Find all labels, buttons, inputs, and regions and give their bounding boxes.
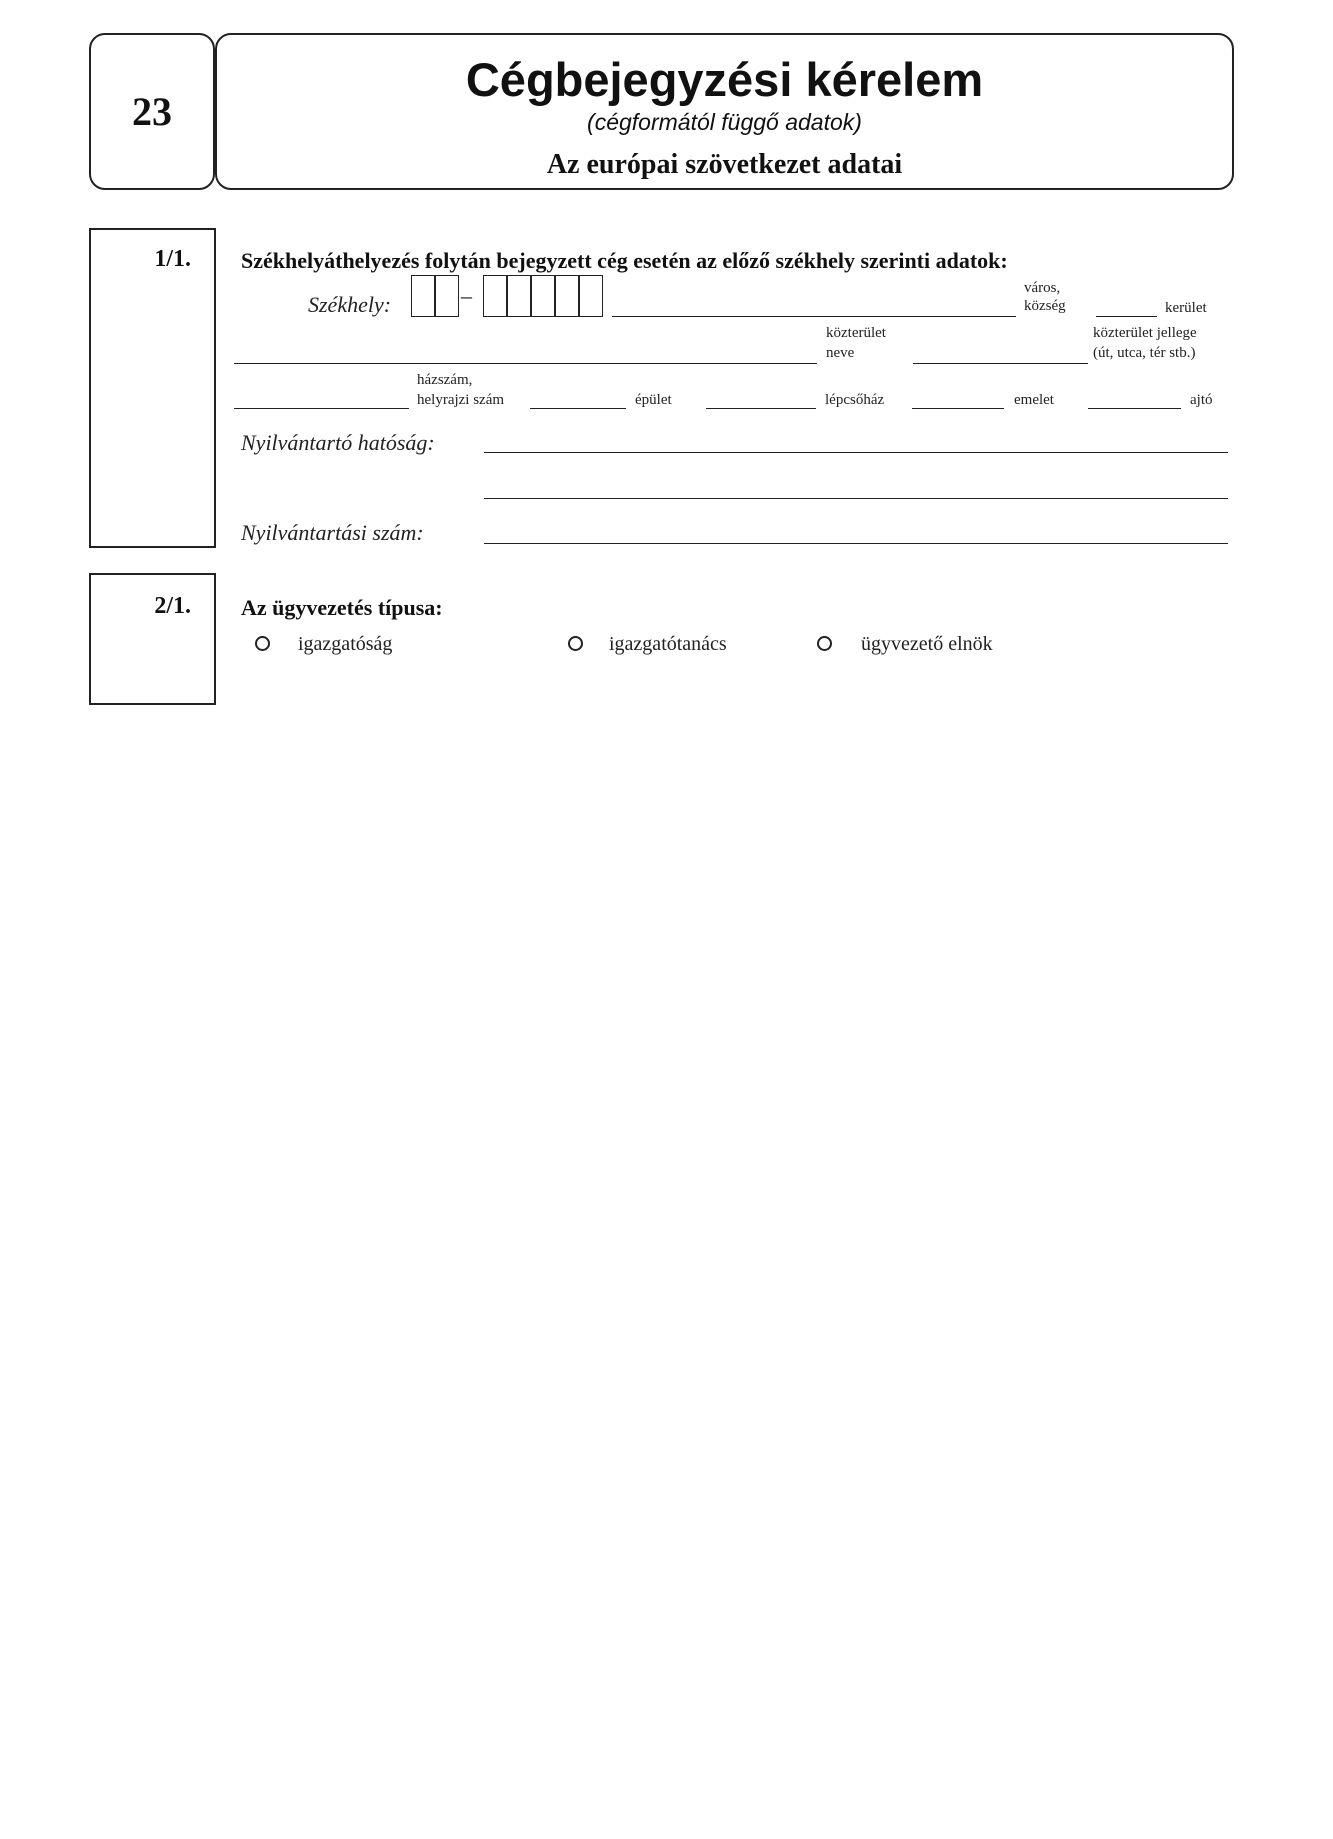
street-name-label-line2: neve (826, 345, 855, 361)
building-field[interactable] (530, 408, 626, 409)
postcode-digit-6[interactable] (555, 275, 579, 317)
form-number: 23 (132, 89, 172, 134)
seat-label: Székhely: (308, 292, 392, 317)
form-title: Cégbejegyzési kérelem (465, 53, 984, 106)
postcode-digit-4[interactable] (507, 275, 531, 317)
registry-number-label: Nyilvántartási szám: (241, 520, 424, 545)
street-type-label-line1: közterület jellege (1093, 325, 1197, 341)
street-type-label-line2: (út, utca, tér stb.) (1093, 345, 1196, 361)
building-label: épület (635, 392, 672, 408)
door-label: ajtó (1190, 392, 1213, 408)
postcode-digit-5[interactable] (531, 275, 555, 317)
staircase-field[interactable] (706, 408, 816, 409)
authority-field-line2[interactable] (484, 498, 1228, 499)
authority-field-line1[interactable] (484, 452, 1228, 453)
radio-option-managing-president[interactable] (817, 636, 832, 651)
city-label-line2: község (1024, 298, 1066, 314)
section-1-number: 1/1. (154, 246, 191, 272)
street-name-label-line1: közterület (826, 325, 886, 341)
section-2-number: 2/1. (154, 593, 191, 619)
postcode-digit-1[interactable] (411, 275, 435, 317)
house-label-line2: helyrajzi szám (417, 392, 505, 408)
postcode-separator: – (461, 283, 472, 308)
postcode-digit-7[interactable] (579, 275, 603, 317)
district-label: kerület (1165, 300, 1207, 316)
district-field[interactable] (1096, 316, 1157, 317)
floor-field[interactable] (912, 408, 1004, 409)
form-number-box (89, 33, 215, 190)
section-2-heading: Az ügyvezetés típusa: (241, 595, 443, 620)
city-field[interactable] (612, 316, 1016, 317)
street-type-field[interactable] (913, 363, 1088, 364)
radio-label-managing-president: ügyvezető elnök (861, 633, 993, 655)
floor-label: emelet (1014, 392, 1054, 408)
radio-label-administrative-board: igazgatótanács (609, 633, 727, 655)
form-subtitle: (cégformától függő adatok) (587, 109, 862, 135)
authority-label: Nyilvántartó hatóság: (241, 430, 435, 455)
radio-option-administrative-board[interactable] (568, 636, 583, 651)
house-number-field[interactable] (234, 408, 409, 409)
city-label-line1: város, (1024, 280, 1061, 296)
house-label-line1: házszám, (417, 372, 473, 388)
door-field[interactable] (1088, 408, 1181, 409)
postcode-digit-3[interactable] (483, 275, 507, 317)
section-1-number-box (89, 228, 216, 548)
radio-option-board[interactable] (255, 636, 270, 651)
postcode-digit-2[interactable] (435, 275, 459, 317)
form-section-title: Az európai szövetkezet adatai (546, 149, 903, 180)
registry-number-field[interactable] (484, 543, 1228, 544)
radio-label-board: igazgatóság (298, 633, 393, 655)
staircase-label: lépcsőház (825, 392, 885, 408)
street-name-field[interactable] (234, 363, 817, 364)
section-1-heading: Székhelyáthelyezés folytán bejegyzett cég esetén az előző székhely szerinti adatok: (241, 248, 1008, 273)
